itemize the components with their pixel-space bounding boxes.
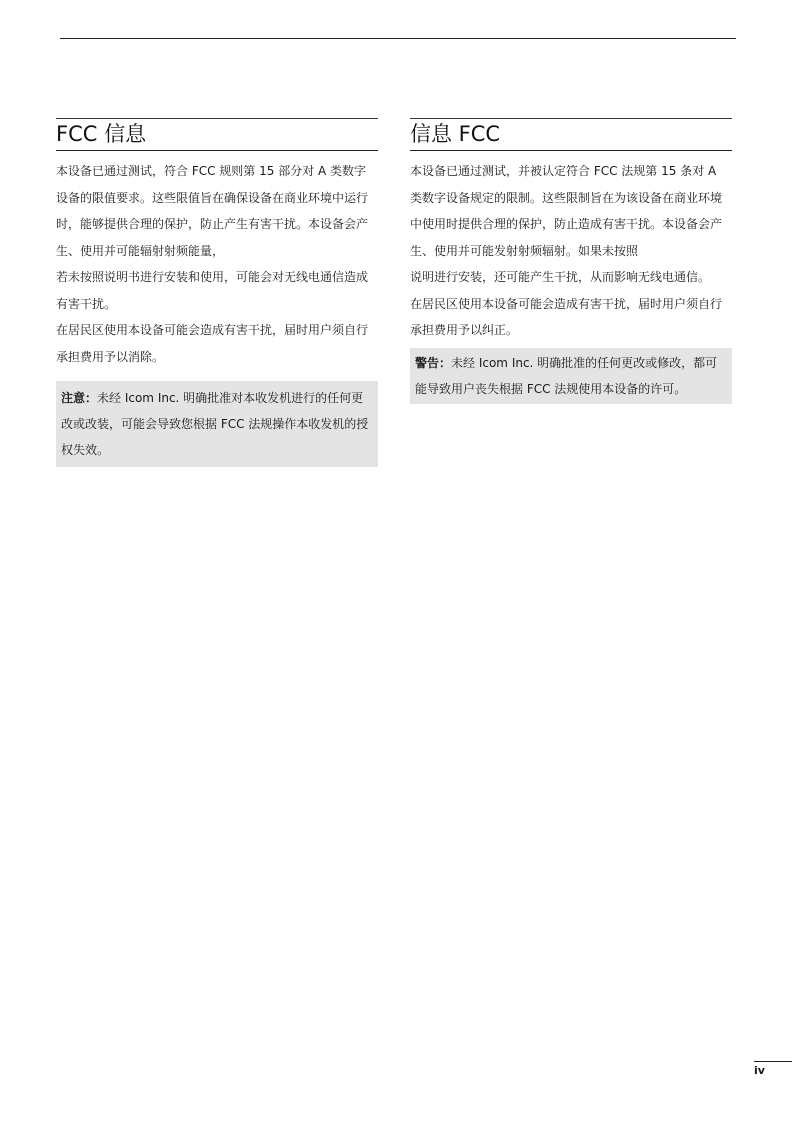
- section-title: 信息 FCC: [410, 118, 732, 151]
- note-text: 未经 Icom Inc. 明确批准对本收发机进行的任何更改或改装，可能会导致您根据 FCC 法规操作本收发机的授权失效。: [61, 391, 369, 457]
- paragraph: 本设备已通过测试，符合 FCC 规则第 15 部分对 A 类数字设备的限值要求。这些限值旨在确保设备在商业环境中运行时，能够提供合理的保护，防止产生有害干扰。本设备会产生、使用并可能辐射射频能量，: [56, 164, 369, 258]
- page-number: iv: [754, 1064, 765, 1077]
- header-rule: [60, 38, 736, 39]
- paragraph: 说明进行安装，还可能产生干扰，从而影响无线电通信。: [410, 270, 711, 284]
- footer-rule: [754, 1061, 792, 1062]
- note-text: 未经 Icom Inc. 明确批准的任何更改或修改，都可能导致用户丧失根据 FCC 法规使用本设备的许可。: [415, 355, 718, 396]
- warning-note: [410, 348, 732, 404]
- note-label: 警告：: [415, 355, 452, 370]
- paragraph: 在居民区使用本设备可能会造成有害干扰，届时用户须自行承担费用予以消除。: [56, 323, 369, 364]
- paragraph: 本设备已通过测试，并被认定符合 FCC 法规第 15 条对 A 类数字设备规定的限制。这些限制旨在为该设备在商业环境中使用时提供合理的保护，防止造成有害干扰。本设备会产生、使用并可能发射射频辐射。如果未按照: [410, 164, 723, 258]
- note-label: 注意：: [61, 391, 98, 405]
- paragraph: 在居民区使用本设备可能会造成有害干扰，届时用户须自行承担费用予以纠正。: [410, 296, 723, 337]
- caution-note: [56, 381, 378, 467]
- section-title: FCC 信息: [56, 118, 378, 151]
- info-fcc-section: [410, 118, 732, 404]
- fcc-info-section: [56, 118, 378, 467]
- paragraph: 若未按照说明书进行安装和使用，可能会对无线电通信造成有害干扰。: [56, 270, 369, 311]
